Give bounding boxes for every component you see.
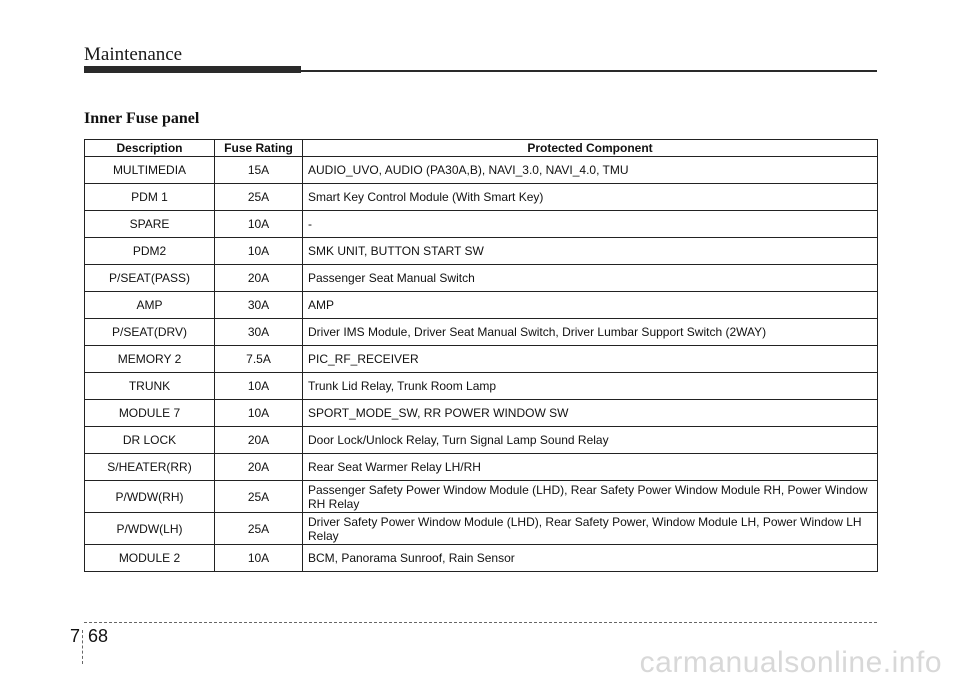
- protected-component: AUDIO_UVO, AUDIO (PA30A,B), NAVI_3.0, NAVI_4.0, TMU: [303, 157, 878, 184]
- fuse-rating: 25A: [215, 481, 303, 513]
- protected-component: SMK UNIT, BUTTON START SW: [303, 238, 878, 265]
- fuse-rating: 30A: [215, 319, 303, 346]
- protected-component: Passenger Safety Power Window Module (LHD), Rear Safety Power Window Module RH, Power Window RH Relay: [303, 481, 878, 513]
- fuse-rating: 15A: [215, 157, 303, 184]
- fuse-description: S/HEATER(RR): [85, 454, 215, 481]
- table-row: [85, 211, 878, 238]
- table-row: [85, 373, 878, 400]
- header-rule-thick: [84, 66, 301, 73]
- table-row: [85, 346, 878, 373]
- fuse-rating: 25A: [215, 184, 303, 211]
- protected-component: -: [303, 211, 878, 238]
- table-row: [85, 265, 878, 292]
- fuse-rating: 10A: [215, 238, 303, 265]
- table-row: [85, 319, 878, 346]
- fuse-rating: 20A: [215, 265, 303, 292]
- fuse-rating: 10A: [215, 211, 303, 238]
- protected-component: AMP: [303, 292, 878, 319]
- table-row: [85, 238, 878, 265]
- fuse-rating: 10A: [215, 545, 303, 572]
- protected-component: PIC_RF_RECEIVER: [303, 346, 878, 373]
- watermark: carmanualsonline.info: [639, 646, 942, 679]
- table-row: [85, 184, 878, 211]
- protected-component: Rear Seat Warmer Relay LH/RH: [303, 454, 878, 481]
- fuse-description: MULTIMEDIA: [85, 157, 215, 184]
- footer-divider: [82, 630, 83, 664]
- fuse-description: MODULE 7: [85, 400, 215, 427]
- fuse-rating: 20A: [215, 427, 303, 454]
- protected-component: Trunk Lid Relay, Trunk Room Lamp: [303, 373, 878, 400]
- protected-component: Door Lock/Unlock Relay, Turn Signal Lamp Sound Relay: [303, 427, 878, 454]
- column-header-description: Description: [85, 140, 215, 157]
- table-row: [85, 400, 878, 427]
- fuse-rating: 10A: [215, 400, 303, 427]
- fuse-description: SPARE: [85, 211, 215, 238]
- section-title: Inner Fuse panel: [84, 110, 200, 127]
- fuse-description: PDM2: [85, 238, 215, 265]
- fuse-description: P/WDW(LH): [85, 513, 215, 545]
- protected-component: Smart Key Control Module (With Smart Key): [303, 184, 878, 211]
- fuse-table: [84, 139, 878, 572]
- table-row: [85, 157, 878, 184]
- fuse-description: P/SEAT(PASS): [85, 265, 215, 292]
- fuse-description: TRUNK: [85, 373, 215, 400]
- fuse-table-header-row: [85, 140, 878, 157]
- fuse-description: DR LOCK: [85, 427, 215, 454]
- fuse-rating: 30A: [215, 292, 303, 319]
- fuse-rating: 10A: [215, 373, 303, 400]
- header-rule-thin: [301, 70, 877, 72]
- fuse-description: P/WDW(RH): [85, 481, 215, 513]
- table-row: [85, 545, 878, 572]
- protected-component: Passenger Seat Manual Switch: [303, 265, 878, 292]
- fuse-description: P/SEAT(DRV): [85, 319, 215, 346]
- fuse-rating: 25A: [215, 513, 303, 545]
- fuse-rating: 7.5A: [215, 346, 303, 373]
- table-row: [85, 427, 878, 454]
- fuse-description: MODULE 2: [85, 545, 215, 572]
- footer-rule: [84, 622, 877, 623]
- protected-component: Driver Safety Power Window Module (LHD), Rear Safety Power, Window Module LH, Power Window LH Relay: [303, 513, 878, 545]
- column-header-fuse-rating: Fuse Rating: [215, 140, 303, 157]
- fuse-description: PDM 1: [85, 184, 215, 211]
- fuse-description: AMP: [85, 292, 215, 319]
- page-header-title: Maintenance: [84, 44, 183, 65]
- protected-component: Driver IMS Module, Driver Seat Manual Switch, Driver Lumbar Support Switch (2WAY): [303, 319, 878, 346]
- table-row: [85, 454, 878, 481]
- chapter-number: 7: [70, 626, 81, 646]
- table-row: [85, 481, 878, 513]
- protected-component: SPORT_MODE_SW, RR POWER WINDOW SW: [303, 400, 878, 427]
- column-header-protected-component: Protected Component: [303, 140, 878, 157]
- fuse-description: MEMORY 2: [85, 346, 215, 373]
- table-row: [85, 292, 878, 319]
- page-number: 68: [88, 626, 109, 646]
- table-row: [85, 513, 878, 545]
- fuse-rating: 20A: [215, 454, 303, 481]
- protected-component: BCM, Panorama Sunroof, Rain Sensor: [303, 545, 878, 572]
